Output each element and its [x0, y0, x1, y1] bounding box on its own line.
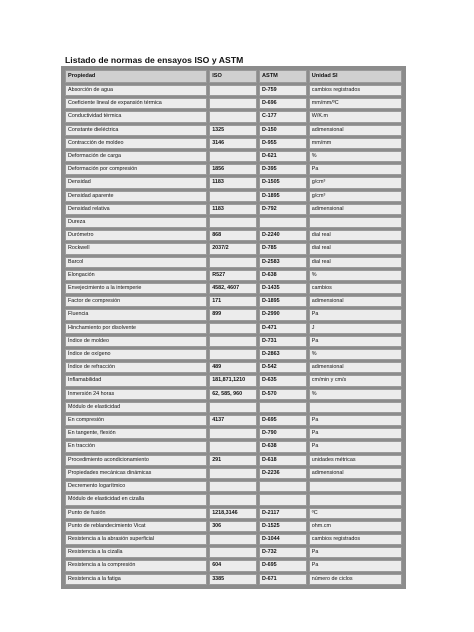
cell-propiedad: Dureza — [65, 217, 207, 228]
cell-iso: 489 — [209, 362, 257, 373]
cell-astm: D-1044 — [259, 534, 307, 545]
table-row — [65, 111, 402, 122]
cell-astm: D-671 — [259, 574, 307, 585]
table-row — [65, 85, 402, 96]
cell-astm: D-621 — [259, 151, 307, 162]
table-row — [65, 309, 402, 320]
cell-propiedad: Resistencia a la abrasión superficial — [65, 534, 207, 545]
cell-propiedad: En tracción — [65, 441, 207, 452]
cell-iso: 306 — [209, 521, 257, 532]
cell-iso: 1856 — [209, 164, 257, 175]
cell-astm: D-618 — [259, 455, 307, 466]
cell-unidad-si: Pa — [309, 547, 402, 558]
cell-astm: D-542 — [259, 362, 307, 373]
table-row — [65, 283, 402, 294]
cell-astm: D-759 — [259, 85, 307, 96]
cell-propiedad: Fluencia — [65, 309, 207, 320]
cell-astm: D-395 — [259, 164, 307, 175]
cell-iso: 4582, 4607 — [209, 283, 257, 294]
cell-unidad-si: % — [309, 270, 402, 281]
cell-unidad-si: Pa — [309, 164, 402, 175]
cell-unidad-si: Pa — [309, 336, 402, 347]
cell-unidad-si: Pa — [309, 428, 402, 439]
table-row — [65, 362, 402, 373]
table-row — [65, 191, 402, 202]
cell-propiedad: Punto de fusión — [65, 508, 207, 519]
document-title: Listado de normas de ensayos ISO y ASTM — [65, 55, 244, 65]
cell-iso — [209, 441, 257, 452]
cell-iso — [209, 481, 257, 492]
cell-astm: D-2117 — [259, 508, 307, 519]
table-row — [65, 257, 402, 268]
cell-unidad-si: g/cm³ — [309, 177, 402, 188]
cell-propiedad: Módulo de elasticidad en cizalla — [65, 494, 207, 505]
cell-unidad-si — [309, 494, 402, 505]
cell-unidad-si: dial real — [309, 257, 402, 268]
cell-propiedad: Constante dieléctrica — [65, 125, 207, 136]
cell-unidad-si: W/K.m — [309, 111, 402, 122]
cell-iso — [209, 323, 257, 334]
cell-propiedad: Contracción de moldeo — [65, 138, 207, 149]
table-header-row — [65, 70, 402, 83]
cell-astm — [259, 481, 307, 492]
cell-astm: D-695 — [259, 560, 307, 571]
cell-propiedad: Rockwell — [65, 243, 207, 254]
cell-unidad-si: dial real — [309, 230, 402, 241]
table-row — [65, 336, 402, 347]
cell-unidad-si: adimensional — [309, 204, 402, 215]
cell-propiedad: Barcol — [65, 257, 207, 268]
table-row — [65, 534, 402, 545]
table-row — [65, 138, 402, 149]
cell-astm: D-150 — [259, 125, 307, 136]
cell-unidad-si: número de ciclos — [309, 574, 402, 585]
header-unidad-si: Unidad SI — [309, 70, 402, 83]
cell-astm: D-1505 — [259, 177, 307, 188]
cell-astm: D-638 — [259, 270, 307, 281]
cell-propiedad: Deformación de carga — [65, 151, 207, 162]
cell-propiedad: Conductividad térmica — [65, 111, 207, 122]
cell-iso — [209, 349, 257, 360]
cell-astm: D-1435 — [259, 283, 307, 294]
cell-propiedad: Índice de refracción — [65, 362, 207, 373]
cell-astm: D-732 — [259, 547, 307, 558]
cell-unidad-si: cm/min y cm/s — [309, 375, 402, 386]
table-row — [65, 270, 402, 281]
cell-iso: 181,871,1210 — [209, 375, 257, 386]
cell-unidad-si: % — [309, 349, 402, 360]
cell-propiedad: Punto de reblandecimiento Vicat — [65, 521, 207, 532]
table-row — [65, 560, 402, 571]
cell-propiedad: Propiedades mecánicas dinámicas — [65, 468, 207, 479]
cell-iso — [209, 217, 257, 228]
cell-propiedad: Densidad — [65, 177, 207, 188]
cell-unidad-si — [309, 402, 402, 413]
table-row — [65, 323, 402, 334]
cell-propiedad: Elongación — [65, 270, 207, 281]
table-row — [65, 508, 402, 519]
table-row — [65, 494, 402, 505]
cell-unidad-si: unidades métricas — [309, 455, 402, 466]
cell-unidad-si: ohm.cm — [309, 521, 402, 532]
cell-astm — [259, 494, 307, 505]
cell-iso: 291 — [209, 455, 257, 466]
cell-iso: 868 — [209, 230, 257, 241]
cell-astm: D-471 — [259, 323, 307, 334]
cell-unidad-si: mm/mm/ºC — [309, 98, 402, 109]
cell-iso — [209, 428, 257, 439]
cell-astm: D-2236 — [259, 468, 307, 479]
cell-propiedad: En compresión — [65, 415, 207, 426]
cell-iso — [209, 98, 257, 109]
cell-propiedad: Índice de moldeo — [65, 336, 207, 347]
cell-unidad-si — [309, 217, 402, 228]
table-row — [65, 151, 402, 162]
cell-iso: 3146 — [209, 138, 257, 149]
table-row — [65, 217, 402, 228]
cell-astm: D-790 — [259, 428, 307, 439]
cell-propiedad: Inflamabilidad — [65, 375, 207, 386]
cell-propiedad: Inmersión 24 horas — [65, 389, 207, 400]
table-row — [65, 389, 402, 400]
cell-unidad-si: cambios registrados — [309, 85, 402, 96]
cell-iso: 1183 — [209, 177, 257, 188]
cell-iso — [209, 151, 257, 162]
cell-astm: D-731 — [259, 336, 307, 347]
table-row — [65, 441, 402, 452]
cell-unidad-si: % — [309, 151, 402, 162]
cell-unidad-si: Pa — [309, 309, 402, 320]
cell-unidad-si: adimensional — [309, 296, 402, 307]
cell-unidad-si: adimensional — [309, 468, 402, 479]
cell-astm: D-2583 — [259, 257, 307, 268]
table-row — [65, 164, 402, 175]
header-propiedad: Propiedad — [65, 70, 207, 83]
standards-table-frame — [61, 66, 406, 589]
cell-unidad-si: g/cm³ — [309, 191, 402, 202]
cell-unidad-si: dial real — [309, 243, 402, 254]
cell-iso — [209, 191, 257, 202]
cell-iso: 604 — [209, 560, 257, 571]
cell-unidad-si: Pa — [309, 415, 402, 426]
cell-propiedad: Resistencia a la fatiga — [65, 574, 207, 585]
cell-unidad-si: % — [309, 389, 402, 400]
cell-astm: D-696 — [259, 98, 307, 109]
cell-astm: D-792 — [259, 204, 307, 215]
cell-propiedad: Coeficiente lineal de expansión térmica — [65, 98, 207, 109]
cell-propiedad: Durómetro — [65, 230, 207, 241]
cell-propiedad: Módulo de elasticidad — [65, 402, 207, 413]
table-row — [65, 521, 402, 532]
cell-iso: 4137 — [209, 415, 257, 426]
table-row — [65, 349, 402, 360]
table-row — [65, 125, 402, 136]
cell-iso: R527 — [209, 270, 257, 281]
cell-propiedad: Resistencia a la cizalla — [65, 547, 207, 558]
cell-astm: C-177 — [259, 111, 307, 122]
cell-iso: 1218,3146 — [209, 508, 257, 519]
cell-propiedad: En tangente, flexión — [65, 428, 207, 439]
table-row — [65, 296, 402, 307]
cell-astm: D-638 — [259, 441, 307, 452]
table-row — [65, 415, 402, 426]
cell-unidad-si: Pa — [309, 441, 402, 452]
cell-astm: D-2990 — [259, 309, 307, 320]
table-row — [65, 177, 402, 188]
cell-propiedad: Envejecimiento a la intemperie — [65, 283, 207, 294]
header-iso: ISO — [209, 70, 257, 83]
cell-unidad-si: mm/mm — [309, 138, 402, 149]
cell-iso — [209, 547, 257, 558]
cell-astm: D-785 — [259, 243, 307, 254]
cell-iso: 899 — [209, 309, 257, 320]
table-row — [65, 547, 402, 558]
cell-iso: 2037/2 — [209, 243, 257, 254]
cell-propiedad: Densidad relativa — [65, 204, 207, 215]
table-row — [65, 468, 402, 479]
table-row — [65, 243, 402, 254]
table-row — [65, 230, 402, 241]
cell-astm: D-1895 — [259, 296, 307, 307]
table-row — [65, 204, 402, 215]
cell-unidad-si: adimensional — [309, 125, 402, 136]
cell-propiedad: Densidad aparente — [65, 191, 207, 202]
cell-astm: D-955 — [259, 138, 307, 149]
cell-iso: 1183 — [209, 204, 257, 215]
cell-unidad-si: ºC — [309, 508, 402, 519]
cell-iso — [209, 85, 257, 96]
cell-iso — [209, 402, 257, 413]
cell-iso — [209, 257, 257, 268]
cell-astm: D-2240 — [259, 230, 307, 241]
cell-astm — [259, 402, 307, 413]
cell-iso — [209, 336, 257, 347]
table-row — [65, 481, 402, 492]
cell-iso: 3385 — [209, 574, 257, 585]
cell-unidad-si: cambios registrados — [309, 534, 402, 545]
cell-iso: 62, 585, 960 — [209, 389, 257, 400]
cell-astm: D-695 — [259, 415, 307, 426]
cell-iso — [209, 111, 257, 122]
cell-propiedad: Deformación por compresión — [65, 164, 207, 175]
cell-astm: D-1525 — [259, 521, 307, 532]
table-row — [65, 455, 402, 466]
cell-astm: D-2863 — [259, 349, 307, 360]
cell-propiedad: Factor de compresión — [65, 296, 207, 307]
header-astm: ASTM — [259, 70, 307, 83]
cell-unidad-si: adimensional — [309, 362, 402, 373]
cell-propiedad: Hinchamiento por disolvente — [65, 323, 207, 334]
table-row — [65, 574, 402, 585]
cell-propiedad: Resistencia a la compresión — [65, 560, 207, 571]
cell-unidad-si: J — [309, 323, 402, 334]
cell-unidad-si — [309, 481, 402, 492]
cell-propiedad: Índice de oxígeno — [65, 349, 207, 360]
cell-iso — [209, 494, 257, 505]
cell-iso — [209, 468, 257, 479]
cell-unidad-si: cambios — [309, 283, 402, 294]
cell-astm — [259, 217, 307, 228]
cell-propiedad: Decremento logarítmico — [65, 481, 207, 492]
table-row — [65, 428, 402, 439]
table-row — [65, 98, 402, 109]
table-body — [65, 85, 402, 585]
cell-iso — [209, 534, 257, 545]
cell-iso: 171 — [209, 296, 257, 307]
table-row — [65, 375, 402, 386]
cell-iso: 1325 — [209, 125, 257, 136]
cell-propiedad: Procedimiento acondicionamiento — [65, 455, 207, 466]
cell-astm: D-1895 — [259, 191, 307, 202]
cell-propiedad: Absorción de agua — [65, 85, 207, 96]
cell-unidad-si: Pa — [309, 560, 402, 571]
cell-astm: D-570 — [259, 389, 307, 400]
cell-astm: D-635 — [259, 375, 307, 386]
standards-table — [63, 68, 404, 587]
table-row — [65, 402, 402, 413]
